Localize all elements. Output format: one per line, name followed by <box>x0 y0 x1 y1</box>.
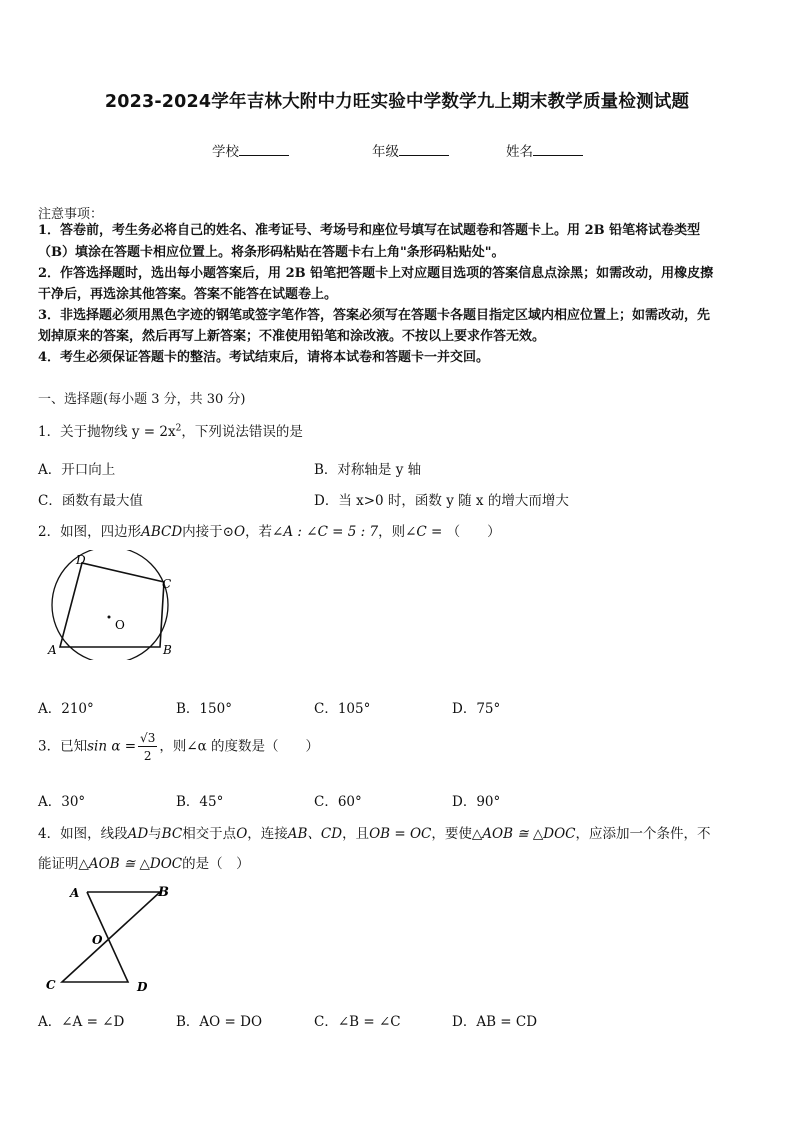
q1-option-d[interactable]: D．当 x>0 时，函数 y 随 x 的增大而增大 <box>314 493 569 509</box>
label-d: D <box>76 553 86 567</box>
q2-text: 内接于⊙ <box>182 524 234 540</box>
question-2 <box>38 520 501 540</box>
q4-text: 相交于点 <box>182 826 237 842</box>
question-4-line-2 <box>38 852 250 872</box>
q1-exponent: 2 <box>175 423 182 434</box>
q4-congruence: △AOB ≅ △DOC <box>78 856 183 872</box>
q2-quad: ABCD <box>141 524 183 540</box>
q4-text: ，连接 <box>247 826 288 842</box>
q4-text: 能证明 <box>38 856 79 872</box>
note-line: 1．答卷前，考生务必将自己的姓名、准考证号、考场号和座位号填写在试题卷和答题卡上。用 2B 铅笔将试卷类型 <box>38 223 701 238</box>
circumcircle <box>52 550 168 660</box>
q2-option-d[interactable]: D．75° <box>452 701 501 717</box>
name-blank <box>533 141 583 156</box>
q3-numerator: √3 <box>140 731 156 745</box>
q2-condition: A : ∠C = 5 : 7 <box>283 524 379 540</box>
q4-congruence: △AOB ≅ △DOC <box>471 826 576 842</box>
segments-ad-bc <box>62 892 160 982</box>
label-a: A <box>70 886 80 900</box>
q1-option-a[interactable]: A．开口向上 <box>38 462 116 478</box>
label-d: D <box>137 980 148 994</box>
section-heading: 一、选择题(每小题 3 分，共 30 分) <box>38 392 246 407</box>
q3-option-d[interactable]: D．90° <box>452 794 501 810</box>
school-field <box>212 140 289 160</box>
q1-prefix: 1．关于抛物线 y = 2x <box>38 424 176 440</box>
label-c: C <box>46 978 56 992</box>
quadrilateral-abcd <box>60 563 164 647</box>
q2-ask: C <box>416 524 427 540</box>
q1-option-c[interactable]: C．函数有最大值 <box>38 493 143 509</box>
note-line: 2．作答选择题时，选出每小题答案后，用 2B 铅笔把答题卡上对应题目选项的答案信息点涂黑；如需改动，用橡皮擦 <box>38 266 714 281</box>
notes-title: 注意事项： <box>38 207 104 222</box>
grade-field <box>372 140 449 160</box>
label-b: B <box>158 885 169 900</box>
label-b: B <box>163 643 172 657</box>
grade-label: 年级 <box>372 144 399 160</box>
q2-option-a[interactable]: A．210° <box>38 701 94 717</box>
q4-ab-cd: AB、CD <box>287 826 343 842</box>
q2-option-c[interactable]: C．105° <box>314 701 371 717</box>
q4-text: ，要使 <box>431 826 472 842</box>
question-1 <box>38 420 303 440</box>
q4-text: ，应添加一个条件，不 <box>575 826 711 842</box>
note-line: 4．考生必须保证答题卡的整洁。考试结束后，请将本试卷和答题卡一并交回。 <box>38 350 490 365</box>
q2-text: ，则∠ <box>378 524 417 540</box>
q3-text: 3．已知 <box>38 738 88 755</box>
q2-text: ，若∠ <box>245 524 284 540</box>
question-3 <box>38 732 319 762</box>
label-o: O <box>92 933 103 947</box>
q1-suffix: ，下列说法错误的是 <box>181 424 303 440</box>
q2-text: = （ ） <box>426 524 501 540</box>
note-line: 3．非选择题必须用黑色字迹的钢笔或签字笔作答，答案必须写在答题卡各题目指定区域内相应位置上；如需改动，先 <box>38 308 711 323</box>
q3-option-b[interactable]: B．45° <box>176 794 224 810</box>
q4-option-c[interactable]: C．∠B = ∠C <box>314 1014 401 1030</box>
note-line: 干净后，再选涂其他答案。答案不能答在试题卷上。 <box>38 287 338 302</box>
q3-text: ，则∠α 的度数是（ ） <box>159 738 320 755</box>
note-line: 划掉原来的答案，然后再写上新答案；不准使用铅笔和涂改液。不按以上要求作答无效。 <box>38 329 546 344</box>
school-blank <box>239 141 289 156</box>
q4-text: ，且 <box>342 826 370 842</box>
q2-circle-figure <box>40 550 180 660</box>
q2-option-b[interactable]: B．150° <box>176 701 232 717</box>
q4-option-b[interactable]: B．AO = DO <box>176 1014 263 1030</box>
q4-ad: AD <box>127 826 149 842</box>
q4-equality: OB = OC <box>369 826 432 842</box>
q3-option-c[interactable]: C．60° <box>314 794 362 810</box>
q3-sin: sin α = <box>87 738 137 755</box>
q4-text: 与 <box>148 826 162 842</box>
label-c: C <box>162 577 172 591</box>
q4-text: 的是（ ） <box>182 856 250 872</box>
label-o: O <box>115 618 125 632</box>
q4-bc: BC <box>161 826 183 842</box>
q2-text: 2．如图，四边形 <box>38 524 142 540</box>
q4-option-d[interactable]: D．AB = CD <box>452 1014 538 1030</box>
school-label: 学校 <box>212 144 239 160</box>
note-line: （B）填涂在答题卡相应位置上。将条形码粘贴在答题卡右上角"条形码粘贴处"。 <box>38 245 505 260</box>
exam-title: 2023-2024学年吉林大附中力旺实验中学数学九上期末教学质量检测试题 <box>104 92 690 112</box>
name-field <box>506 140 583 160</box>
q1-option-b[interactable]: B．对称轴是 y 轴 <box>314 462 422 478</box>
q3-denominator: 2 <box>143 749 152 763</box>
q3-option-a[interactable]: A．30° <box>38 794 86 810</box>
q4-o: O <box>236 826 248 842</box>
q2-circle: O <box>233 524 246 540</box>
q4-option-a[interactable]: A．∠A = ∠D <box>38 1014 125 1030</box>
name-label: 姓名 <box>506 144 533 160</box>
center-point <box>108 616 111 619</box>
label-a: A <box>48 643 57 657</box>
question-4-line-1 <box>38 822 760 842</box>
q3-fraction <box>138 732 157 762</box>
grade-blank <box>399 141 449 156</box>
q4-bowtie-figure <box>40 880 180 1000</box>
q4-text: 4．如图，线段 <box>38 826 128 842</box>
